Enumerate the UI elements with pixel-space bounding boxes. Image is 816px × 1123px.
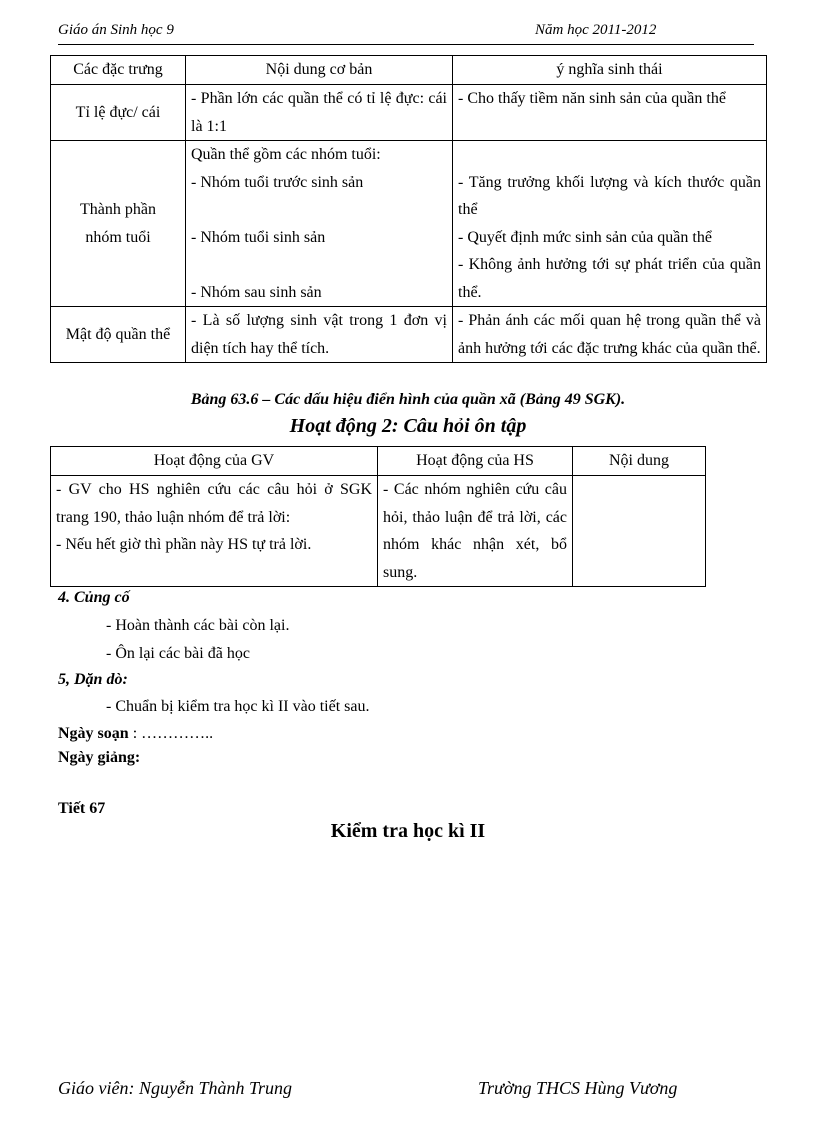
meaning-cell: - Cho thấy tiềm năn sinh sản của quần thể: [453, 85, 767, 141]
meaning-cell: [453, 141, 767, 307]
meaning-item: - Tăng trưởng khối lượng và kích thước quần thể: [458, 173, 761, 218]
student-activity-cell: - Các nhóm nghiên cứu câu hỏi, thảo luận để trả lời, các nhóm khác nhận xét, bổ sung.: [378, 476, 573, 587]
teacher-activity-cell: [51, 476, 378, 587]
section-4-item: - Ôn lại các bài đã học: [106, 645, 250, 662]
table-row-density: [51, 307, 767, 363]
column-header-student: Hoạt động của HS: [378, 447, 573, 476]
trait-line: nhóm tuổi: [85, 228, 151, 246]
content-item: - Nhóm tuổi trước sinh sản: [191, 173, 364, 191]
meaning-cell: - Phản ánh các mối quan hệ trong quần thể và ảnh hưởng tới các đặc trưng khác của quần thể.: [453, 307, 767, 363]
table-row-sex-ratio: [51, 85, 767, 141]
header-divider: [58, 44, 754, 45]
content-cell: - Là số lượng sinh vật trong 1 đơn vị diện tích hay thể tích.: [186, 307, 453, 363]
meaning-item: - Quyết định mức sinh sản của quần thể: [458, 228, 712, 246]
content-cell: [573, 476, 706, 587]
table-header-row: [51, 56, 767, 85]
meaning-item: - Không ảnh hưởng tới sự phát triển của quần thể.: [458, 256, 761, 301]
footer-school: Trường THCS Hùng Vương: [478, 1078, 678, 1098]
section-4-item: - Hoàn thành các bài còn lại.: [106, 617, 290, 634]
activity-title: Hoạt động 2: Câu hỏi ôn tập: [289, 415, 527, 437]
prep-date-value: : …………..: [128, 725, 214, 742]
lesson-number: Tiết 67: [58, 800, 106, 817]
prep-date-line: [58, 725, 213, 743]
review-activity-table: [50, 446, 706, 587]
content-cell: [186, 141, 453, 307]
column-header-content: Nội dung cơ bản: [186, 56, 453, 85]
table-row-age-groups: [51, 141, 767, 307]
table-row: [51, 476, 706, 587]
trait-cell: Mật độ quần thể: [51, 307, 186, 363]
header-school-year: Năm học 2011-2012: [535, 22, 657, 38]
trait-cell: Tỉ lệ đực/ cái: [51, 85, 186, 141]
teacher-activity-line: - Nếu hết giờ thì phần này HS tự trả lời.: [56, 536, 312, 553]
content-item: - Nhóm tuổi sinh sản: [191, 228, 326, 246]
teaching-date-label: Ngày giảng:: [58, 749, 141, 766]
table-caption: Bảng 63.6 – Các dấu hiệu điển hình của quần xã (Bảng 49 SGK).: [190, 391, 626, 408]
prep-date-label: Ngày soạn: [58, 725, 129, 742]
header-subject: Giáo án Sinh học 9: [58, 22, 174, 38]
section-5-title: 5, Dặn dò:: [58, 671, 128, 688]
column-header-meaning: ý nghĩa sinh thái: [453, 56, 767, 85]
trait-cell: [51, 141, 186, 307]
content-intro: Quần thể gồm các nhóm tuổi:: [191, 146, 381, 163]
lesson-title: Kiểm tra học kì II: [330, 820, 486, 842]
content-cell: - Phần lớn các quần thể có tỉ lệ đực: cái là 1:1: [186, 85, 453, 141]
table-header-row: [51, 447, 706, 476]
section-5-item: - Chuẩn bị kiểm tra học kì II vào tiết sau.: [106, 698, 370, 715]
footer-teacher: Giáo viên: Nguyễn Thành Trung: [58, 1078, 292, 1098]
section-4-title: 4. Củng cố: [58, 589, 130, 606]
column-header-traits: Các đặc trưng: [51, 56, 186, 85]
column-header-teacher: Hoạt động của GV: [51, 447, 378, 476]
column-header-content: Nội dung: [573, 447, 706, 476]
trait-line: Thành phần: [80, 201, 156, 218]
teacher-activity-line: - GV cho HS nghiên cứu các câu hỏi ở SGK trang 190, thảo luận nhóm để trả lời:: [56, 481, 372, 526]
population-traits-table: [50, 55, 767, 363]
content-item: - Nhóm sau sinh sản: [191, 283, 322, 301]
